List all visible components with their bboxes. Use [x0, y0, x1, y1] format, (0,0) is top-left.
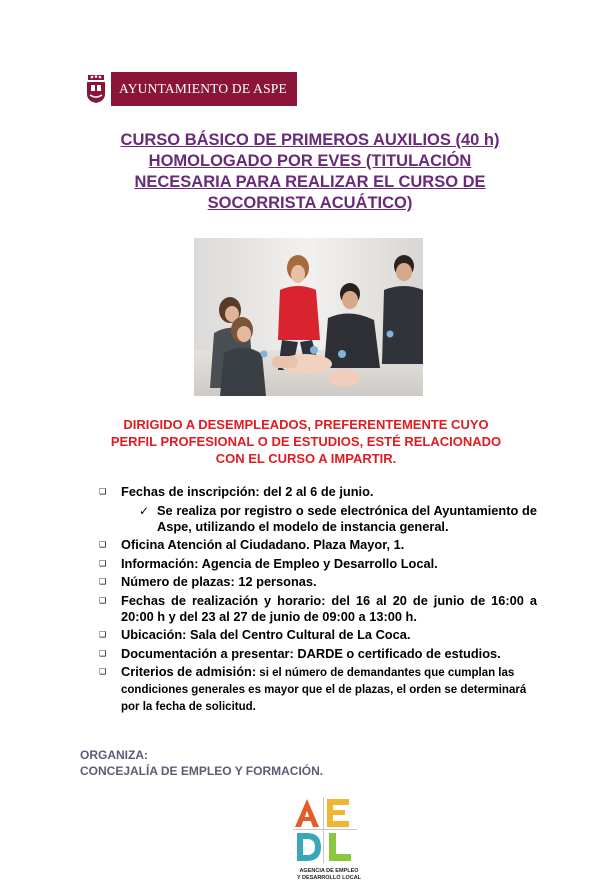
square-bullet-icon: ❑ [99, 667, 107, 676]
square-bullet-icon: ❑ [99, 487, 107, 496]
admission-criteria-label: Criterios de admisión: [121, 664, 257, 679]
list-item [97, 593, 537, 625]
list-item [97, 646, 537, 662]
office-info: Oficina Atención al Ciudadano. Plaza Mayor, 1. [121, 537, 405, 552]
course-location: Ubicación: Sala del Centro Cultural de La Coca. [121, 627, 411, 642]
title-line: SOCORRISTA ACUÁTICO) [207, 194, 413, 212]
list-item [97, 484, 537, 500]
admission-criteria [121, 664, 537, 715]
coat-of-arms-icon [81, 72, 111, 106]
information-contact: Información: Agencia de Empleo y Desarrollo Local. [121, 555, 438, 571]
list-item [97, 664, 537, 715]
organizer-name: CONCEJALÍA DE EMPLEO Y FORMACIÓN. [80, 764, 324, 778]
course-schedule: Fechas de realización y horario: del 16 al 20 de junio de 16:00 a 20:00 h y del 23 al 27 de junio de 09:00 a 13:00 h. [121, 592, 537, 624]
checkmark-icon: ✓ [139, 503, 150, 518]
square-bullet-icon: ❑ [99, 595, 107, 605]
square-bullet-icon: ❑ [99, 558, 107, 568]
organizer-label: ORGANIZA: [80, 748, 148, 762]
list-item [97, 627, 537, 643]
registration-method: Se realiza por registro o sede electrónica del Ayuntamiento de Aspe, utilizando el modelo de instancia general. [157, 502, 537, 534]
required-documents: Documentación a presentar: DARDE o certificado de estudios. [121, 645, 501, 661]
logo-text: AYUNTAMIENTO DE ASPE [119, 81, 287, 96]
target-line: CON EL CURSO A IMPARTIR. [215, 451, 397, 466]
first-aid-training-photo [194, 238, 423, 396]
square-bullet-icon: ❑ [99, 630, 107, 639]
square-bullet-icon: ❑ [99, 648, 107, 658]
ayuntamiento-logo [81, 72, 297, 106]
aedl-caption [289, 868, 369, 882]
target-audience [70, 416, 542, 467]
list-item [97, 537, 537, 553]
list-item [97, 574, 537, 590]
inscription-dates: Fechas de inscripción: del 2 al 6 de junio. [121, 484, 374, 499]
target-line: DIRIGIDO A DESEMPLEADOS, PREFERENTEMENTE CUYO [123, 417, 489, 432]
organizer-block [80, 747, 323, 779]
square-bullet-icon: ❑ [99, 540, 107, 549]
course-info-list [97, 484, 537, 718]
target-line: PERFIL PROFESIONAL O DE ESTUDIOS, ESTÉ RELACIONADO [110, 434, 502, 449]
aedl-caption-line: AGENCIA DE EMPLEO [299, 868, 359, 874]
square-bullet-icon: ❑ [99, 577, 107, 586]
course-title [60, 130, 560, 214]
title-line: CURSO BÁSICO DE PRIMEROS AUXILIOS (40 h) [120, 131, 500, 149]
list-subitem [139, 503, 537, 535]
admission-criteria-text: si el número de demandantes que cumplan las condiciones generales es mayor que el de plazas, el orden se determinará por la fecha de solicitud. [121, 667, 527, 713]
list-item [97, 556, 537, 572]
aedl-caption-line: Y DESARROLLO LOCAL [296, 875, 362, 881]
title-line: NECESARIA PARA REALIZAR EL CURSO DE [134, 173, 486, 191]
title-line: HOMOLOGADO POR EVES (TITULACIÓN [148, 152, 472, 170]
seat-count: Número de plazas: 12 personas. [121, 574, 317, 589]
